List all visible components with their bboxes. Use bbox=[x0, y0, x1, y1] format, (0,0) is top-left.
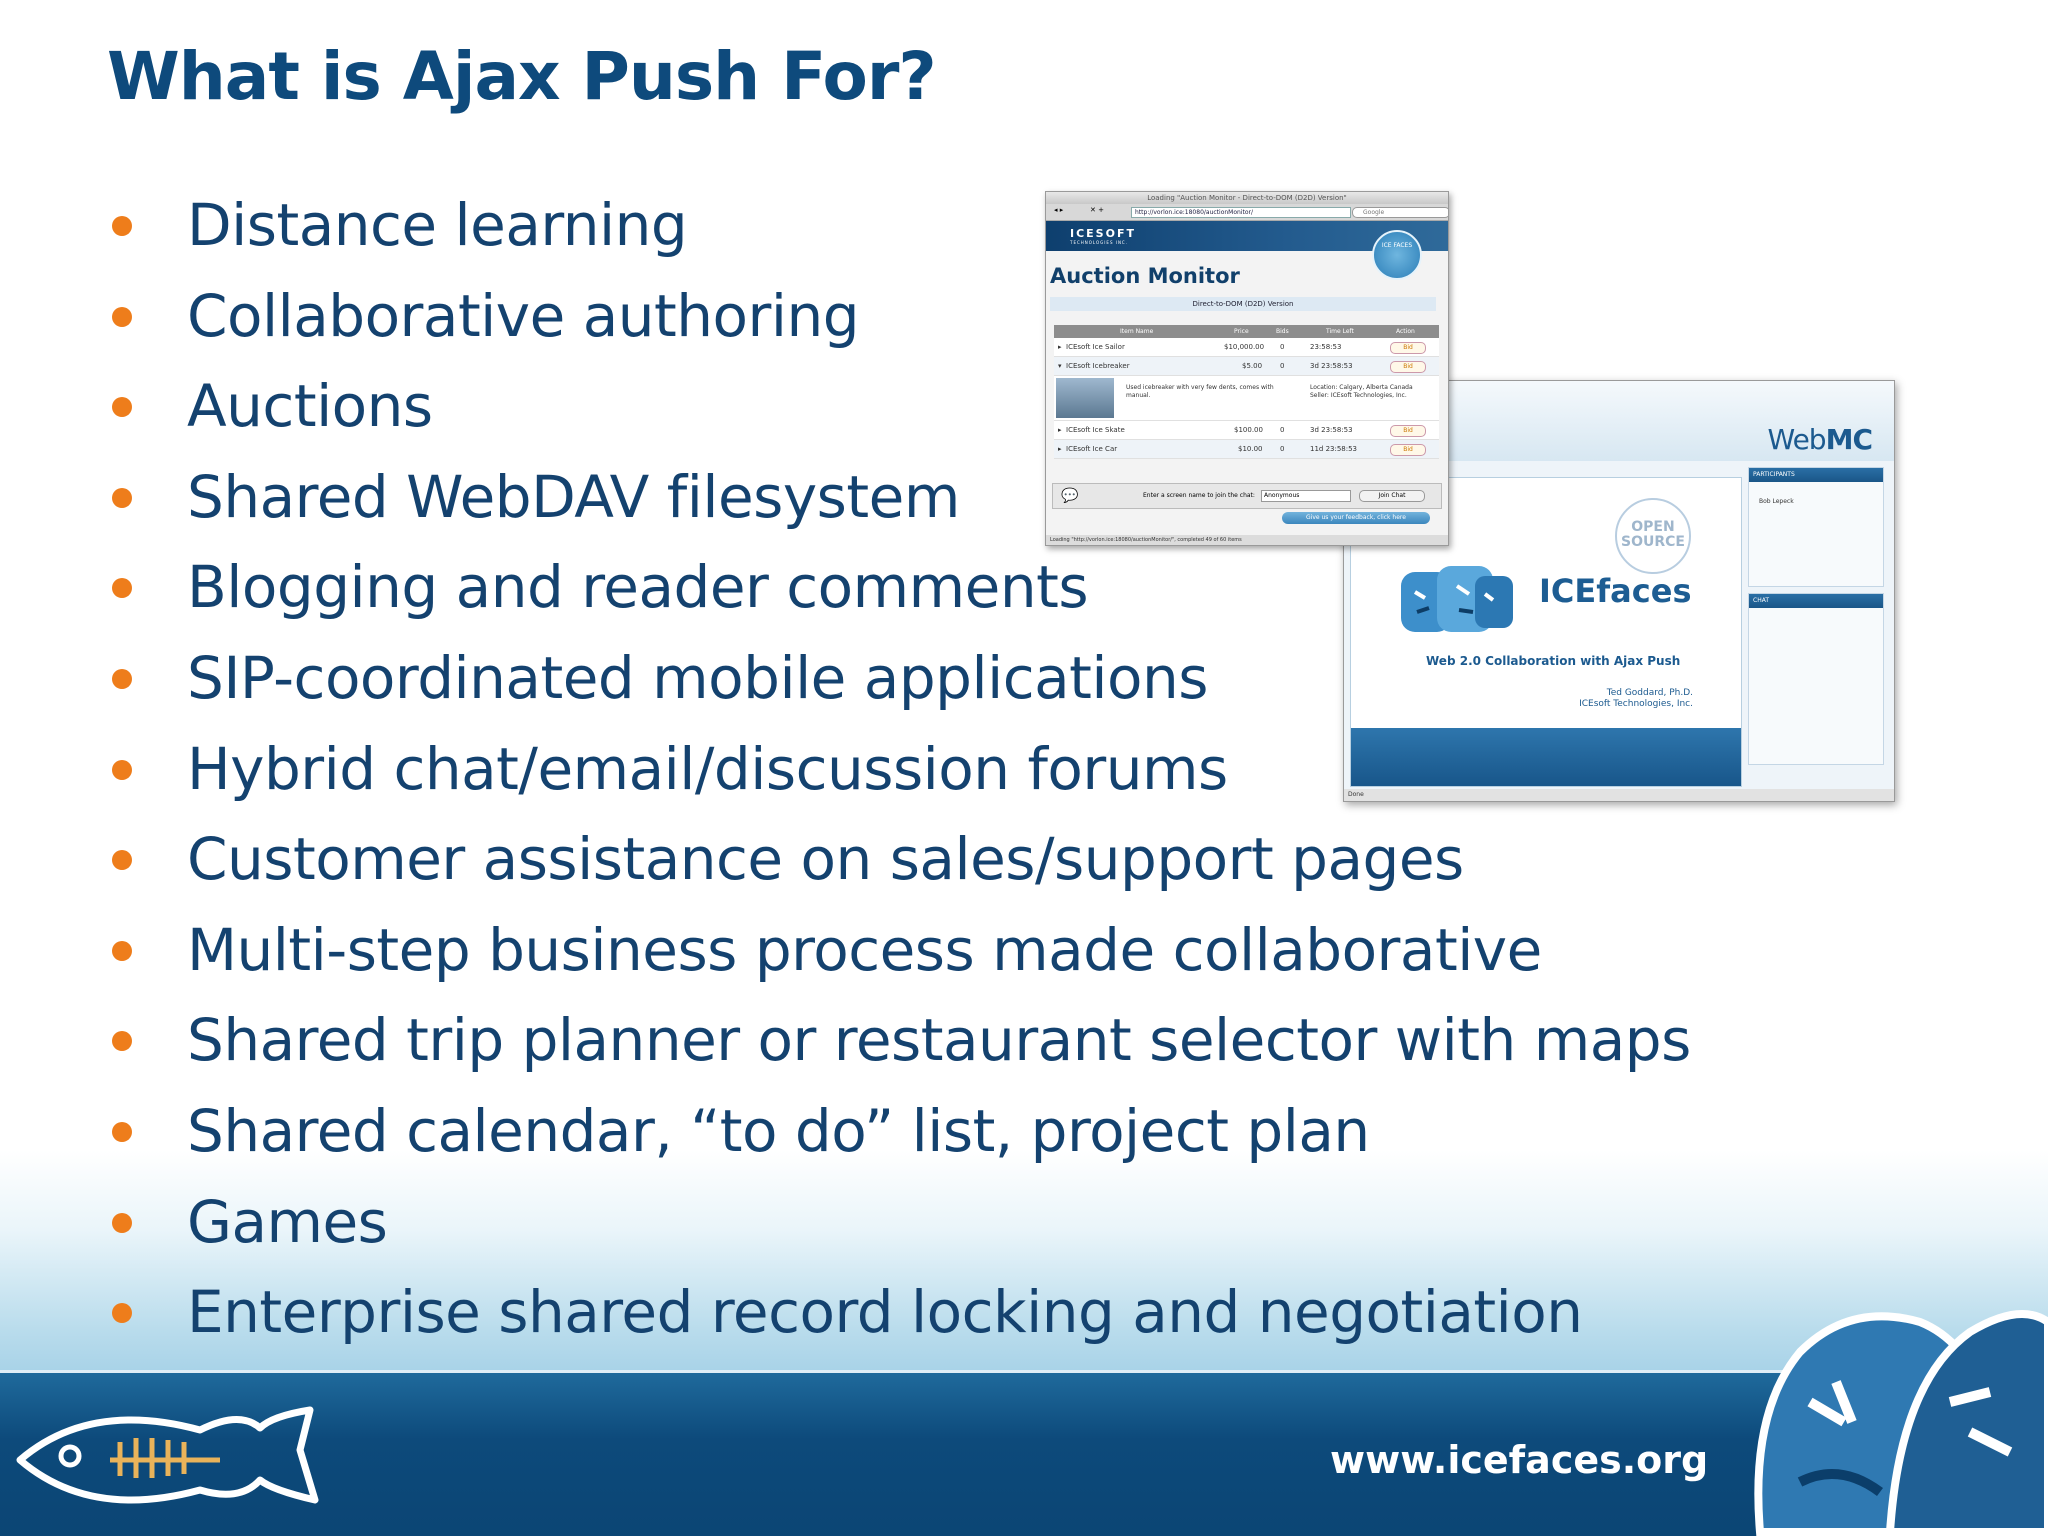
item-detail bbox=[1054, 376, 1439, 421]
item-time: 3d 23:58:53 bbox=[1310, 362, 1353, 370]
bullet-item bbox=[108, 912, 1691, 1003]
bullet-item bbox=[108, 821, 1691, 912]
bullet-dot bbox=[112, 1122, 132, 1142]
item-name: ICEsoft Ice Sailor bbox=[1066, 343, 1125, 351]
bullet-dot bbox=[112, 488, 132, 508]
slide-title: What is Ajax Push For? bbox=[107, 38, 936, 115]
webmc-statusbar: Done bbox=[1344, 789, 1895, 801]
bullet-text: Enterprise shared record locking and negotiation bbox=[187, 1278, 1583, 1347]
chat-prompt: Enter a screen name to join the chat: bbox=[1143, 492, 1255, 499]
item-time: 23:58:53 bbox=[1310, 343, 1342, 351]
col-time-left: Time Left bbox=[1326, 328, 1354, 335]
author-company: ICEsoft Technologies, Inc. bbox=[1579, 699, 1693, 709]
item-name: ICEsoft Icebreaker bbox=[1066, 362, 1130, 370]
bullet-text: Customer assistance on sales/support pages bbox=[187, 825, 1464, 894]
item-price: $10.00 bbox=[1238, 445, 1263, 453]
table-row: ▸ ICEsoft Ice Skate $100.00 0 3d 23:58:53 Bid bbox=[1054, 421, 1439, 440]
bullet-text: Shared WebDAV filesystem bbox=[187, 462, 960, 531]
item-price: $10,000.00 bbox=[1224, 343, 1265, 351]
icefaces-wordmark: ICEfaces bbox=[1539, 572, 1692, 610]
item-location: Location: Calgary, Alberta Canada bbox=[1310, 384, 1413, 391]
table-header bbox=[1054, 325, 1439, 338]
participants-panel bbox=[1748, 467, 1884, 587]
reload-icon: ✕ + bbox=[1090, 206, 1104, 214]
auction-monitor-screenshot bbox=[1045, 191, 1449, 546]
auction-table bbox=[1054, 325, 1439, 459]
back-forward-icon: ◂ ▸ bbox=[1054, 206, 1064, 214]
bid-button[interactable]: Bid bbox=[1390, 444, 1426, 456]
col-item-name: Item Name bbox=[1120, 328, 1154, 335]
icesoft-brand: ICESOFT TECHNOLOGIES INC. bbox=[1070, 227, 1136, 245]
item-description: Used icebreaker with very few dents, comes with manual. bbox=[1126, 384, 1274, 399]
bullet-text: Hybrid chat/email/discussion forums bbox=[187, 734, 1228, 803]
bullet-item bbox=[108, 1274, 1691, 1365]
item-bids: 0 bbox=[1280, 343, 1285, 351]
browser-toolbar bbox=[1046, 204, 1448, 221]
bullet-dot bbox=[112, 397, 132, 417]
bullet-dot bbox=[112, 669, 132, 689]
webmc-sidebar bbox=[1748, 467, 1884, 777]
chat-panel bbox=[1748, 593, 1884, 765]
item-time: 11d 23:58:53 bbox=[1310, 445, 1358, 453]
bullet-item bbox=[108, 1093, 1691, 1184]
icefaces-badge: ICE FACES bbox=[1372, 230, 1422, 280]
bullet-text: Auctions bbox=[187, 372, 433, 441]
table-row: ▸ ICEsoft Ice Car $10.00 0 11d 23:58:53 Bid bbox=[1054, 440, 1439, 459]
open-source-stamp: OPEN SOURCE bbox=[1615, 498, 1691, 574]
webmc-logo: WebMC bbox=[1767, 423, 1872, 456]
icefaces-logo-icon bbox=[1397, 562, 1517, 642]
item-name: ICEsoft Ice Skate bbox=[1066, 426, 1125, 434]
item-seller: Seller: ICEsoft Technologies, Inc. bbox=[1310, 392, 1407, 399]
bullet-text: Shared trip planner or restaurant selector with maps bbox=[187, 1006, 1691, 1075]
bullet-text: SIP-coordinated mobile applications bbox=[187, 643, 1208, 712]
d2d-subtitle: Direct-to-DOM (D2D) Version bbox=[1050, 297, 1436, 311]
bullet-dot bbox=[112, 941, 132, 961]
auction-monitor-title: Auction Monitor bbox=[1050, 264, 1240, 288]
item-bids: 0 bbox=[1280, 445, 1285, 453]
slide-band bbox=[1351, 728, 1741, 786]
join-chat-button[interactable]: Join Chat bbox=[1359, 490, 1425, 502]
col-bids: Bids bbox=[1276, 328, 1289, 335]
bullet-dot bbox=[112, 307, 132, 327]
bullet-dot bbox=[112, 578, 132, 598]
tagline: Web 2.0 Collaboration with Ajax Push bbox=[1426, 654, 1681, 668]
bullet-item bbox=[108, 278, 1691, 369]
author-name: Ted Goddard, Ph.D. bbox=[1606, 688, 1693, 698]
bullet-dot bbox=[112, 1303, 132, 1323]
bullet-dot bbox=[112, 760, 132, 780]
search-field: Google bbox=[1352, 207, 1449, 218]
bid-button[interactable]: Bid bbox=[1390, 342, 1426, 354]
chat-icon: 💬 bbox=[1061, 488, 1079, 504]
bullet-dot bbox=[112, 1213, 132, 1233]
bullet-text: Multi-step business process made collaborative bbox=[187, 915, 1542, 984]
bid-button[interactable]: Bid bbox=[1390, 361, 1426, 373]
address-bar: http://vorlon.ice:18080/auctionMonitor/ bbox=[1131, 207, 1351, 218]
browser-statusbar: Loading "http://vorlon.ice:18080/auctionMonitor/", completed 49 of 60 items bbox=[1046, 535, 1449, 545]
screen-name-input[interactable]: Anonymous bbox=[1261, 490, 1351, 502]
chat-header: CHAT bbox=[1749, 594, 1883, 608]
table-row: ▾ ICEsoft Icebreaker $5.00 0 3d 23:58:53 Bid bbox=[1054, 357, 1439, 376]
participants-header: PARTICIPANTS bbox=[1749, 468, 1883, 482]
col-action: Action bbox=[1396, 328, 1415, 335]
bullet-dot bbox=[112, 850, 132, 870]
icefaces-mascot-icon bbox=[1740, 1292, 2048, 1536]
browser-titlebar: Loading "Auction Monitor - Direct-to-DOM (D2D) Version" bbox=[1046, 192, 1448, 204]
bullet-text: Blogging and reader comments bbox=[187, 553, 1089, 622]
item-bids: 0 bbox=[1280, 362, 1285, 370]
author-block bbox=[1579, 688, 1693, 710]
bullet-item bbox=[108, 1002, 1691, 1093]
bullet-item bbox=[108, 1184, 1691, 1275]
item-price: $5.00 bbox=[1242, 362, 1263, 370]
participant-name: Bob Lepeck bbox=[1759, 498, 1794, 505]
item-bids: 0 bbox=[1280, 426, 1285, 434]
bullet-dot bbox=[112, 216, 132, 236]
bullet-text: Games bbox=[187, 1187, 388, 1256]
bullet-item bbox=[108, 187, 1691, 278]
chat-join-bar bbox=[1052, 483, 1442, 509]
bid-button[interactable]: Bid bbox=[1390, 425, 1426, 437]
feedback-button[interactable]: Give us your feedback, click here bbox=[1282, 512, 1430, 524]
item-name: ICEsoft Ice Car bbox=[1066, 445, 1118, 453]
bullet-text: Shared calendar, “to do” list, project plan bbox=[187, 1096, 1370, 1165]
item-price: $100.00 bbox=[1234, 426, 1263, 434]
item-time: 3d 23:58:53 bbox=[1310, 426, 1353, 434]
footer-url: www.icefaces.org bbox=[1330, 1438, 1709, 1482]
glassfish-logo-icon bbox=[10, 1380, 330, 1530]
col-price: Price bbox=[1234, 328, 1249, 335]
bullet-text: Collaborative authoring bbox=[187, 281, 860, 350]
table-row: ▸ ICEsoft Ice Sailor $10,000.00 0 23:58:53 Bid bbox=[1054, 338, 1439, 357]
bullet-text: Distance learning bbox=[187, 191, 688, 259]
icebreaker-photo bbox=[1056, 378, 1114, 418]
bullet-dot bbox=[112, 1031, 132, 1051]
